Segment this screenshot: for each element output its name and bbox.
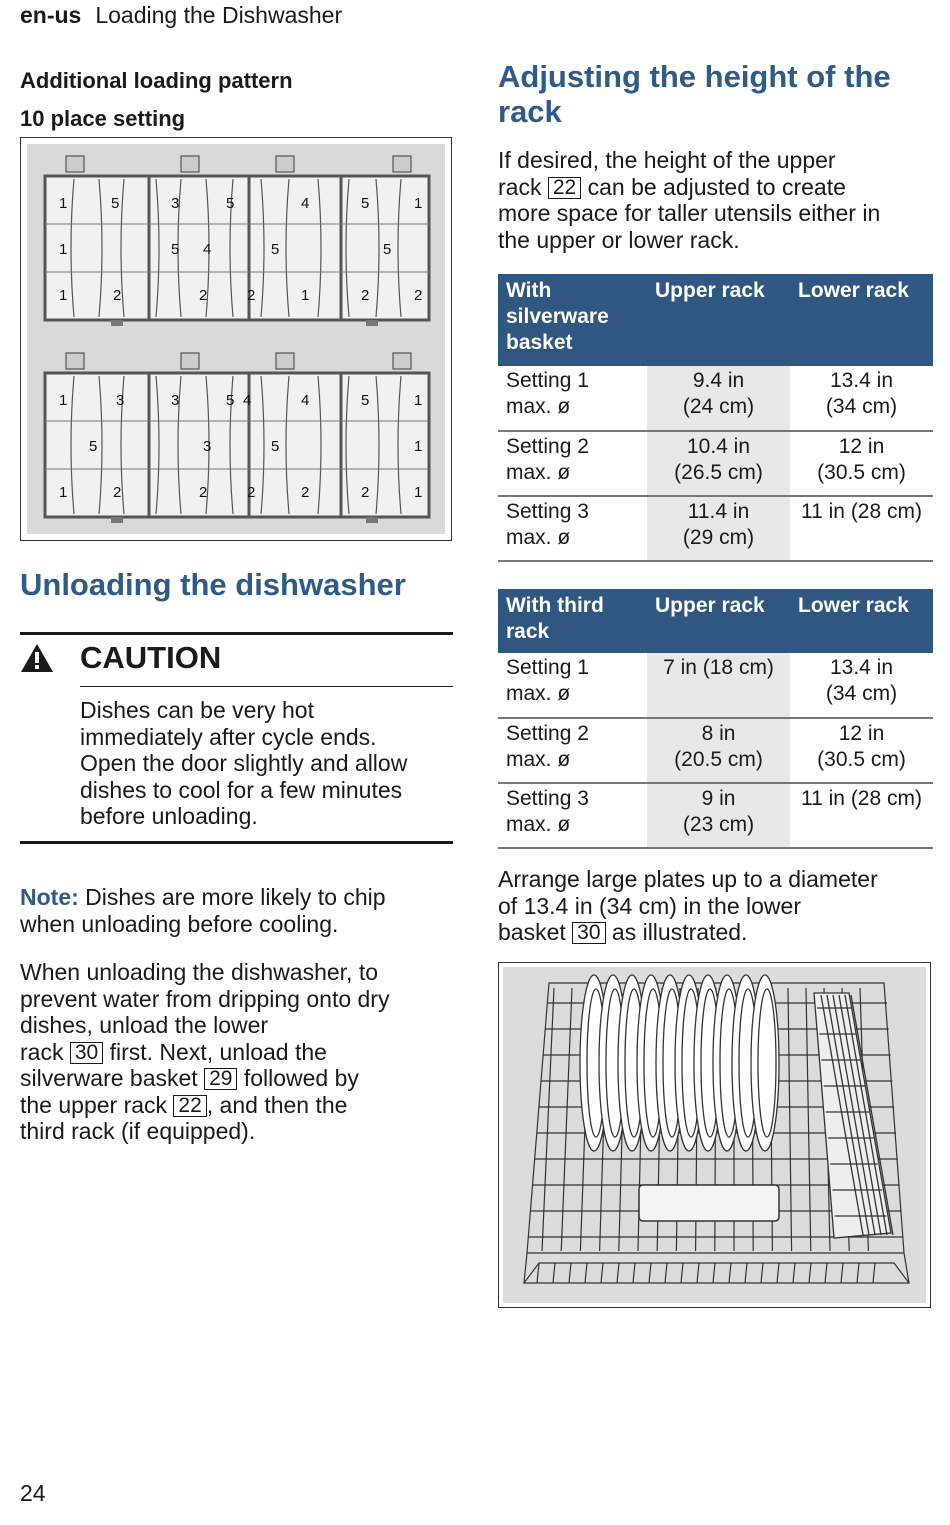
table-row [498,431,933,496]
lower-value: (30.5 cm) [817,461,906,484]
unloading-heading: Unloading the dishwasher [20,567,406,602]
ref-number-30: 30 [70,1042,103,1064]
setting-label: Setting 2 [506,722,589,745]
upper-value: (24 cm) [682,395,755,418]
lower-value: (30.5 cm) [817,748,906,771]
setting-label: Setting 1 [506,656,589,679]
slot-number: 2 [247,287,256,304]
slot-number: 1 [59,392,68,409]
lower-value: 11 in (28 cm) [801,787,922,810]
page-number: 24 [20,1480,46,1506]
setting-sub: max. ø [506,682,571,705]
caution-top-rule [20,632,453,635]
upper-value: (20.5 cm) [674,748,763,771]
slot-number: 1 [59,241,68,258]
caution-text [80,697,407,830]
note-text: Dishes are more likely to chip [78,884,386,910]
paragraph-line: If desired, the height of the upper [498,147,836,173]
lower-rack-illustration [499,963,930,1307]
slot-number: 3 [171,195,180,212]
upper-value: (26.5 cm) [674,461,763,484]
caution-line: immediately after cycle ends. [80,723,377,750]
silverware-pattern-figure [20,137,452,541]
caution-line: before unloading. [80,803,258,829]
lower-value: (34 cm) [825,682,898,705]
slot-number: 5 [383,241,392,258]
setting-label: Setting 2 [506,435,589,458]
slot-number: 5 [89,438,98,455]
setting-sub: max. ø [506,526,571,549]
note-label: Note: [20,884,79,910]
table-header-row [498,274,933,366]
paragraph-line: as illustrated. [605,919,748,945]
note-text: when unloading before cooling. [20,910,339,937]
lower-value: 11 in (28 cm) [801,500,922,523]
paragraph-line: , and then the [206,1091,348,1118]
setting-sub: max. ø [506,813,571,836]
ref-number-22: 22 [548,177,581,199]
lower-value: 12 in [838,722,885,745]
paragraph-line: the upper rack [20,1091,174,1118]
header-cell: Lower rack [790,589,933,653]
caution-line: Open the door slightly and allow [80,750,408,776]
setting-label: Setting 3 [506,787,589,810]
slot-number: 2 [361,287,370,304]
table-row [498,653,933,718]
adjusting-heading-line2: rack [498,94,562,129]
slot-number: 1 [59,287,68,304]
setting-sub: max. ø [506,461,571,484]
slot-number: 4 [203,241,212,258]
table-row [498,366,933,431]
slot-number: 1 [59,484,68,501]
paragraph-line: third rack (if equipped). [20,1118,256,1144]
paragraph-line: followed by [237,1065,359,1091]
upper-value: 10.4 in [686,435,751,458]
paragraph-line: basket [498,919,573,945]
section-title: Loading the Dishwasher [95,2,343,28]
slot-number: 5 [361,195,370,212]
upper-value: 11.4 in [687,500,750,523]
slot-number: 2 [247,484,256,501]
slot-number: 2 [199,287,208,304]
ref-number-22: 22 [173,1095,206,1117]
ref-number-30: 30 [572,922,605,944]
paragraph-line: of 13.4 in (34 cm) in the lower [498,892,801,919]
running-header [20,2,342,29]
lower-value: (34 cm) [825,395,898,418]
slot-number: 1 [414,438,423,455]
caution-title: CAUTION [80,640,222,675]
paragraph-line: dishes, unload the lower [20,1012,269,1038]
language-code: en-us [20,2,82,28]
header-cell: With third rack [498,589,647,653]
upper-value: (23 cm) [682,813,755,836]
table-row [498,496,933,561]
upper-value: (29 cm) [682,526,755,549]
adjusting-heading [498,59,891,129]
slot-number: 4 [301,195,310,212]
table-row [498,718,933,783]
slot-number: 1 [301,287,310,304]
paragraph-line: Arrange large plates up to a diameter [498,866,878,892]
adjusting-heading-line1: Adjusting the height of the [498,59,891,94]
slot-number: 1 [414,392,423,409]
paragraph-line: rack [20,1038,70,1065]
table-header-row [498,589,933,653]
slot-number: 5 [111,195,120,212]
paragraph-line: When unloading the dishwasher, to [20,959,379,985]
setting-sub: max. ø [506,395,571,418]
ref-number-29: 29 [204,1068,237,1090]
slot-number: 2 [113,287,122,304]
pattern-title-line2: 10 place setting [20,106,186,131]
slot-number: 5 [271,438,280,455]
caution-line: Dishes can be very hot [80,697,314,723]
paragraph-line: rack [498,173,548,200]
lower-rack-figure [498,962,931,1308]
slot-number: 5 [361,392,370,409]
upper-value: 8 in [701,722,736,745]
slot-number: 4 [243,392,252,409]
slot-number: 4 [301,392,310,409]
paragraph-line: silverware basket [20,1065,205,1091]
adjusting-intro [498,147,880,253]
note [20,884,386,937]
slot-number: 2 [414,287,423,304]
slot-number: 1 [414,484,423,501]
upper-value: 9 in [701,787,736,810]
slot-number: 5 [226,195,235,212]
height-table-third-rack [498,589,933,849]
slot-number: 5 [226,392,235,409]
slot-number: 5 [171,241,180,258]
slot-number: 2 [199,484,208,501]
slot-number: 3 [171,392,180,409]
slot-number: 3 [203,438,212,455]
paragraph-line: the upper or lower rack. [498,226,740,253]
table-row [498,783,933,848]
header-cell: With silverware basket [498,274,647,366]
setting-label: Setting 1 [506,369,589,392]
lower-value: 12 in [838,435,885,458]
header-cell: Upper rack [647,589,790,653]
warning-triangle-icon [20,643,54,673]
paragraph-line: first. Next, unload the [103,1038,327,1065]
lower-value: 13.4 in [829,369,894,392]
slot-number: 5 [271,241,280,258]
slot-number: 3 [116,392,125,409]
upper-value: 7 in (18 cm) [663,656,774,679]
slot-number: 2 [113,484,122,501]
slot-number: 2 [361,484,370,501]
arrange-plates-text [498,866,878,946]
setting-sub: max. ø [506,748,571,771]
slot-number: 1 [59,195,68,212]
caution-line: dishes to cool for a few minutes [80,776,403,803]
paragraph-line: more space for taller utensils either in [498,200,881,226]
pattern-title [20,62,293,138]
pattern-title-line1: Additional loading pattern [20,68,293,93]
paragraph-line: can be adjusted to create [581,173,846,200]
upper-value: 9.4 in [692,369,745,392]
caution-bottom-rule [20,841,453,844]
slot-number: 2 [301,484,310,501]
slot-number: 1 [414,195,423,212]
header-cell: Upper rack [647,274,790,366]
unloading-paragraph [20,959,389,1145]
paragraph-line: prevent water from dripping onto dry [20,985,390,1012]
header-cell: Lower rack [790,274,933,366]
caution-divider [80,686,453,687]
height-table-silverware [498,274,933,562]
lower-value: 13.4 in [829,656,894,679]
setting-label: Setting 3 [506,500,589,523]
silverware-pattern-diagram [21,138,451,540]
